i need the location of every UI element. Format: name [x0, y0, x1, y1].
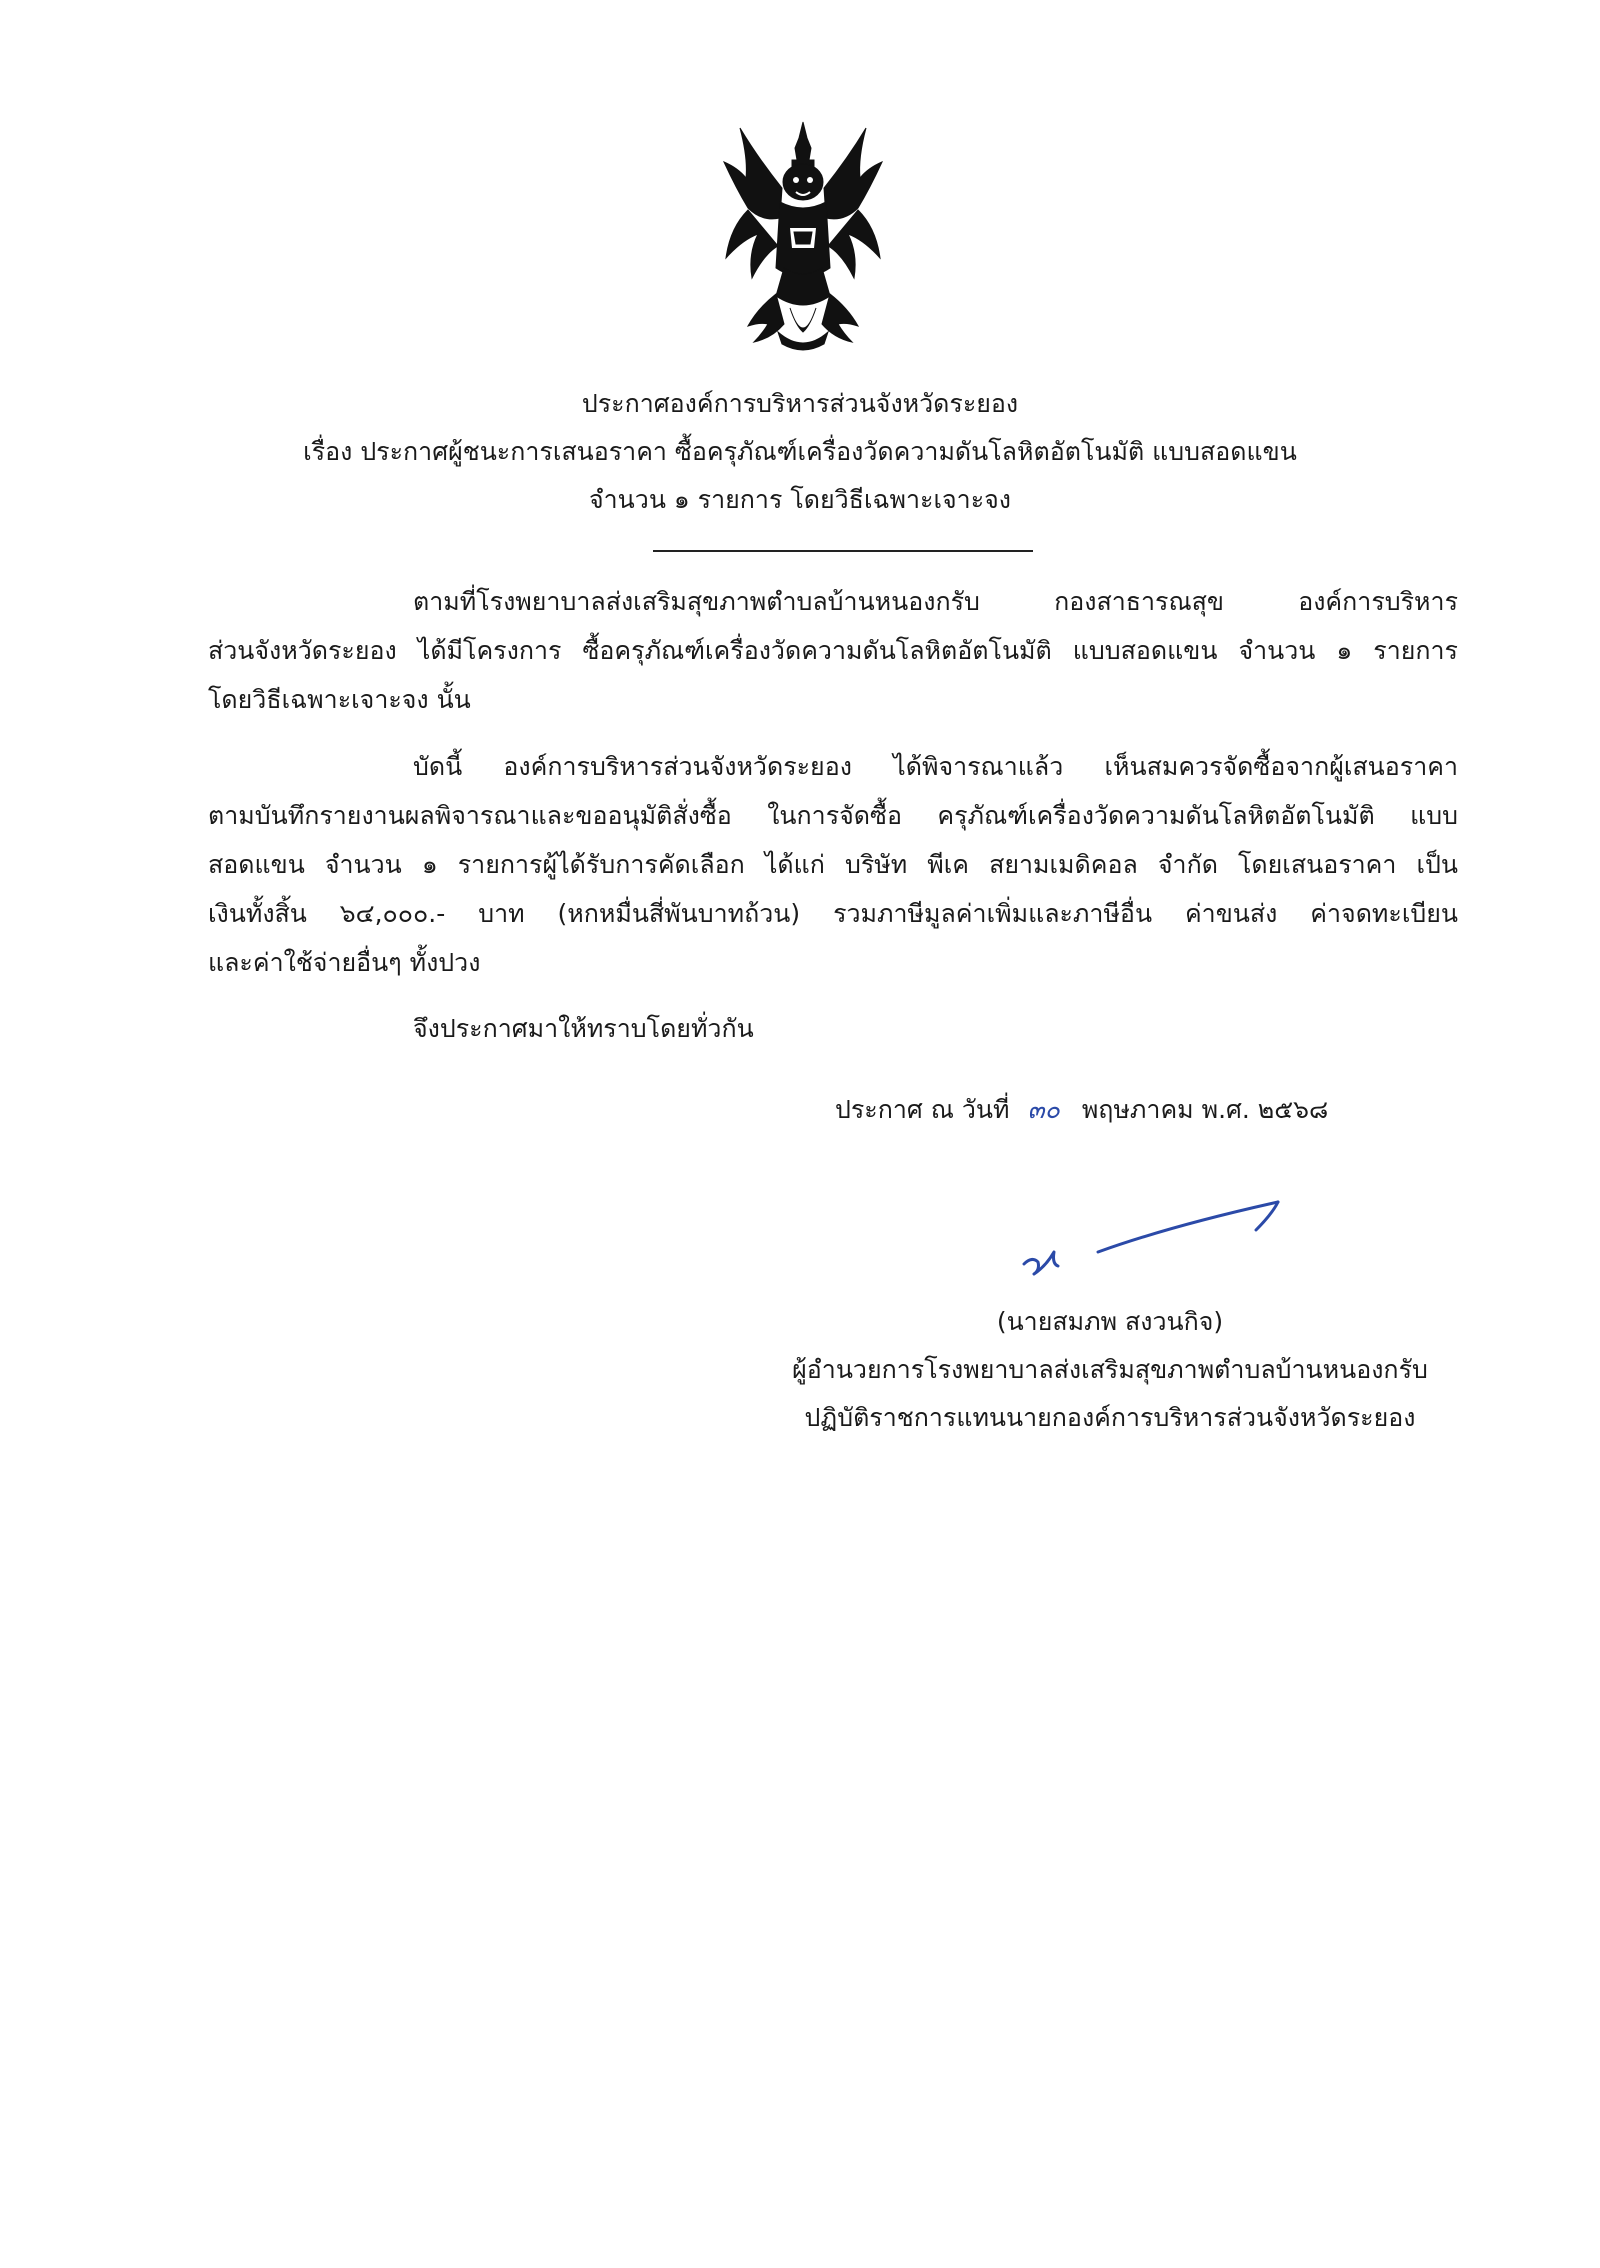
document-subject-continued: จำนวน ๑ รายการ โดยวิธีเฉพาะเจาะจง — [589, 485, 1011, 514]
document-header — [0, 380, 1600, 524]
signatory-block — [700, 1298, 1520, 1442]
paragraph-line: บัดนี้ องค์การบริหารส่วนจังหวัดระยอง ได้พิจารณาแล้ว เห็นสมควรจัดซื้อจากผู้เสนอราคา — [413, 752, 1458, 781]
paragraph-2 — [208, 742, 1458, 987]
closing-line: จึงประกาศมาให้ทราบโดยทั่วกัน — [413, 1014, 754, 1043]
document-subject: เรื่อง ประกาศผู้ชนะการเสนอราคา ซื้อครุภัณฑ์เครื่องวัดความดันโลหิตอัตโนมัติ แบบสอดแขน — [303, 437, 1297, 466]
signature-image — [1010, 1190, 1300, 1290]
paragraph-1 — [208, 577, 1458, 724]
paragraph-3 — [208, 1004, 1458, 1053]
paragraph-line: ส่วนจังหวัดระยอง ได้มีโครงการ ซื้อครุภัณฑ์เครื่องวัดความดันโลหิตอัตโนมัติ แบบสอดแขน จำนวน ๑ รายการ — [208, 636, 1458, 665]
signatory-acting: ปฏิบัติราชการแทนนายกองค์การบริหารส่วนจังหวัดระยอง — [804, 1403, 1416, 1432]
signatory-name: (นายสมภพ สงวนกิจ) — [996, 1307, 1224, 1336]
date-prefix: ประกาศ ณ วันที่ — [835, 1095, 1010, 1124]
garuda-emblem-icon — [718, 118, 888, 358]
date-month-year: พฤษภาคม พ.ศ. ๒๕๖๘ — [1081, 1095, 1329, 1124]
header-divider — [653, 550, 1033, 552]
announcement-date — [835, 1086, 1328, 1134]
paragraph-line: ตามที่โรงพยาบาลส่งเสริมสุขภาพตำบลบ้านหนองกรับ กองสาธารณสุข องค์การบริหาร — [413, 587, 1458, 616]
paragraph-line: เงินทั้งสิ้น ๖๔,๐๐๐.- บาท (หกหมื่นสี่พันบาทถ้วน) รวมภาษีมูลค่าเพิ่มและภาษีอื่น ค่าขนส่ง ค่าจดทะเบียน — [208, 899, 1458, 928]
date-day: ๓๐ — [1027, 1095, 1060, 1124]
paragraph-line: โดยวิธีเฉพาะเจาะจง นั้น — [208, 685, 471, 714]
paragraph-line: สอดแขน จำนวน ๑ รายการผู้ได้รับการคัดเลือก ได้แก่ บริษัท พีเค สยามเมดิคอล จำกัด โดยเสนอราคา เป็น — [208, 850, 1458, 879]
signatory-position: ผู้อำนวยการโรงพยาบาลส่งเสริมสุขภาพตำบลบ้านหนองกรับ — [792, 1355, 1428, 1384]
paragraph-line: และค่าใช้จ่ายอื่นๆ ทั้งปวง — [208, 948, 481, 977]
paragraph-line: ตามบันทึกรายงานผลพิจารณาและขออนุมัติสั่งซื้อ ในการจัดซื้อ ครุภัณฑ์เครื่องวัดความดันโลหิตอัตโนมัติ แบบ — [208, 801, 1458, 830]
document-title: ประกาศองค์การบริหารส่วนจังหวัดระยอง — [581, 389, 1019, 418]
